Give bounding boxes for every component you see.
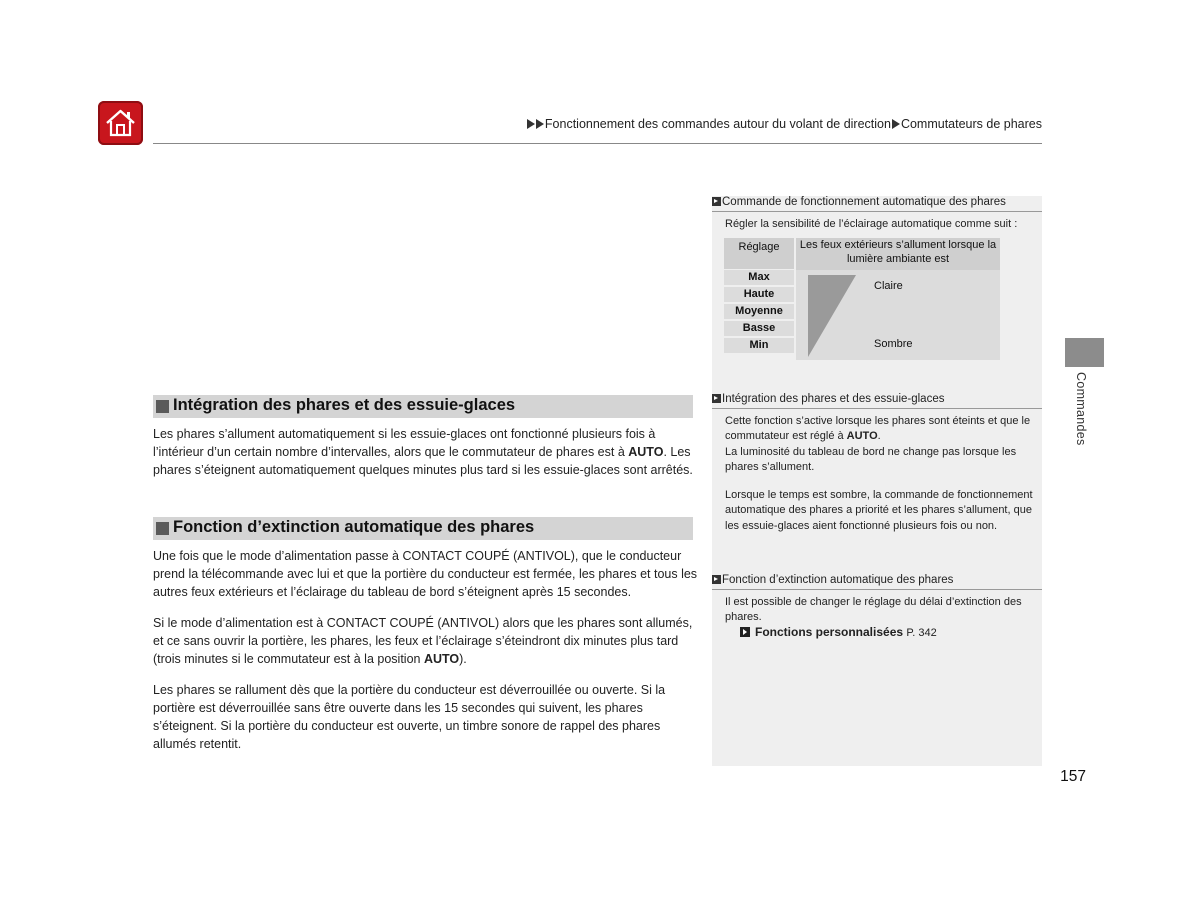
side-note-2-line-3: Lorsque le temps est sombre, la commande de fonctionnement automatique des phares a priorité et les phares s’allument, que les essuie-glaces aient fonctionné plusieurs fois ou non. [725, 489, 1033, 532]
side-note-2-line-2: La luminosité du tableau de bord ne change pas lorsque les phares s’allument. [725, 446, 1017, 474]
section-title: Fonction d’extinction automatique des phares [173, 518, 535, 536]
side-note-3-text: Il est possible de changer le réglage du délai d’extinction des phares. [725, 596, 1022, 624]
bold-text: AUTO [423, 652, 460, 666]
section-heading-wiper-integration [153, 395, 693, 418]
header-divider [153, 143, 1042, 144]
side-note-title: Fonction d’extinction automatique des phares [722, 574, 954, 586]
side-note-2-line-1 [725, 414, 1035, 445]
text: Cette fonction s’active lorsque les phares sont éteints et que le commutateur est réglé à [725, 415, 1031, 443]
side-note-title: Intégration des phares et des essuie-glaces [722, 393, 945, 405]
side-note-heading-1 [712, 196, 1042, 212]
home-icon [104, 107, 137, 139]
chapter-tab-label [1060, 372, 1100, 452]
bold-text: AUTO [846, 430, 878, 443]
breadcrumb-arrow-icon [527, 119, 535, 129]
section-2-paragraph-2 [153, 614, 698, 668]
sensitivity-table [724, 238, 1000, 360]
table-header-condition: Les feux extérieurs s’allument lorsque la lumière ambiante est [796, 238, 1000, 270]
level-max: Max [724, 270, 794, 285]
text: Si le mode d’alimentation est à CONTACT COUPÉ (ANTIVOL) alors que les phares sont allumés, et ce sans ouvrir la portière, les phares, les feux et l’éclairage s’éteindront dix minutes plus tard (trois minutes si le commutateur est à la position [153, 616, 693, 666]
level-basse: Basse [724, 321, 794, 336]
side-note-title: Commande de fonctionnement automatique des phares [722, 196, 1006, 208]
home-button[interactable] [98, 101, 143, 145]
gradient-wedge [808, 275, 856, 359]
section-heading-auto-off [153, 517, 693, 540]
section-1-paragraph [153, 425, 698, 479]
section-square-icon [156, 400, 169, 413]
text: Les phares s’allument automatiquement si les essuie-glaces ont fonctionné plusieurs fois à l’intérieur d’un certain nombre d’intervalles, alors que le commutateur de phares est à [153, 427, 656, 459]
section-2-paragraph-3: Les phares se rallument dès que la portière du conducteur est déverrouillée ou ouverte. Si la portière est déverrouillée sans être ouverte dans les 15 secondes qui suivent, les phares s’éteignent. Si la portière du conducteur est ouverte, un timbre sonore de rappel des phares allumés retentit. [153, 683, 666, 751]
table-header-setting: Réglage [724, 238, 794, 269]
note-icon [712, 197, 721, 206]
section-square-icon [156, 522, 169, 535]
note-icon [712, 394, 721, 403]
label-sombre: Sombre [874, 338, 913, 350]
bold-text: AUTO [628, 445, 664, 459]
level-haute: Haute [724, 287, 794, 302]
page-number: 157 [1060, 768, 1086, 785]
condition-cell [796, 270, 1000, 360]
text: . Les phares s’éteignent automatiquement quelques minutes plus tard si les essuie-glaces sont arrêtés. [153, 445, 693, 477]
text: . [877, 430, 881, 443]
level-moyenne: Moyenne [724, 304, 794, 319]
note-icon [712, 575, 721, 584]
link-label[interactable]: Fonctions personnalisées [755, 625, 904, 639]
side-note-heading-3 [712, 574, 1042, 590]
breadcrumb-link-1[interactable]: Fonctionnement des commandes autour du volant de direction [544, 117, 891, 131]
chapter-tab-text: Commandes [1074, 372, 1088, 446]
breadcrumb-link-2[interactable]: Commutateurs de phares [900, 117, 1042, 131]
chapter-tab[interactable] [1065, 338, 1104, 367]
xref-arrow-icon [740, 627, 750, 637]
breadcrumb-arrow-icon [536, 119, 544, 129]
section-2-paragraph-1: Une fois que le mode d’alimentation passe à CONTACT COUPÉ (ANTIVOL), que le conducteur prend la télécommande avec lui et que la portière du conducteur est fermée, les phares et tous les autres feux extérieurs et l’éclairage du tableau de bord s’éteignent après 15 secondes. [153, 549, 698, 599]
cross-reference-link[interactable] [740, 625, 937, 639]
side-note-heading-2 [712, 393, 1042, 409]
breadcrumb [480, 117, 1042, 131]
level-min: Min [724, 338, 794, 353]
breadcrumb-arrow-icon [892, 119, 900, 129]
link-page[interactable]: P. 342 [906, 627, 937, 639]
label-claire: Claire [874, 280, 903, 292]
text: ). [459, 652, 467, 666]
section-title: Intégration des phares et des essuie-glaces [173, 396, 516, 414]
side-note-1-text: Régler la sensibilité de l’éclairage automatique comme suit : [725, 218, 1018, 230]
